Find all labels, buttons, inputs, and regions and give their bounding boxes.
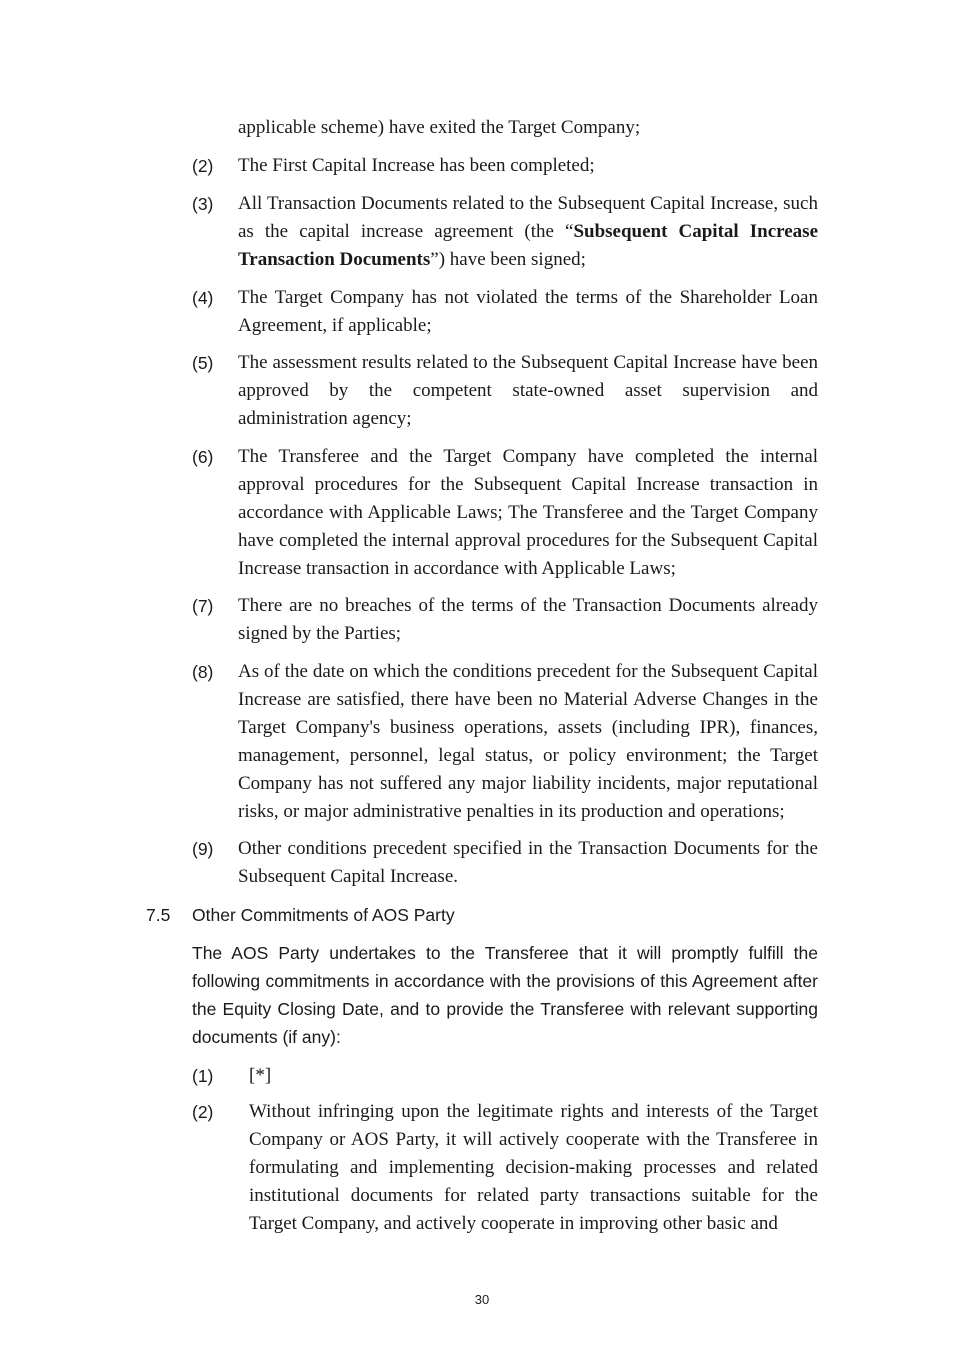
section-paragraph: The AOS Party undertakes to the Transferee that it will promptly fulfill the following commitments in accordance with the provisions of this Agreement after the Equity Closing Date, and to provide the Transferee with relevant supporting documents (if any): <box>192 943 818 1047</box>
item-text: All Transaction Documents related to the Subsequent Capital Increase, such as the capital increase agreement (the “Subsequent Capital Increase Transaction Documents”) have been signed; <box>238 193 819 270</box>
page-number: 30 <box>474 1292 490 1307</box>
item-text: Without infringing upon the legitimate rights and interests of the Target Company or AOS Party, it will actively cooperate with the Transferee in formulating and implementing decision-making processes and related institutional documents for related party transactions suitable for the Target Company, and actively cooperate in improving other basic and <box>249 1101 818 1234</box>
item-text: The Target Company has not violated the terms of the Shareholder Loan Agreement, if applicable; <box>238 287 818 336</box>
item-text: The assessment results related to the Subsequent Capital Increase have been approved by the competent state-owned asset supervision and administration agency; <box>238 352 818 429</box>
item-text: The First Capital Increase has been completed; <box>238 155 595 176</box>
item-number: (4) <box>192 288 214 308</box>
section-number: 7.5 <box>146 905 171 925</box>
item-number: (8) <box>192 662 214 682</box>
section-title: Other Commitments of AOS Party <box>192 905 455 925</box>
item-number: (2) <box>192 156 214 176</box>
continuation-text: applicable scheme) have exited the Target Company; <box>238 117 641 138</box>
item-number: (1) <box>192 1066 214 1086</box>
item-text: There are no breaches of the terms of the Transaction Documents already signed by the Parties; <box>238 595 818 644</box>
item-number: (6) <box>192 447 214 467</box>
item-text: As of the date on which the conditions precedent for the Subsequent Capital Increase are satisfied, there have been no Material Adverse Changes in the Target Company's business operations, assets (including IPR), finances, management, personnel, legal status, or policy environment; the Target Company has not suffered any major liability incidents, major reputational risks, or major administrative penalties in its production and operations; <box>238 661 818 822</box>
item-text: The Transferee and the Target Company have completed the internal approval procedures for the Subsequent Capital Increase transaction in accordance with Applicable Laws; The Transferee and the Target Company have completed the internal approval procedures for the Subsequent Capital Increase transaction in accordance with Applicable Laws; <box>238 446 818 579</box>
item-text: [*] <box>249 1065 272 1086</box>
item-number: (5) <box>192 353 214 373</box>
defined-term: Subsequent Capital Increase Transaction Documents <box>238 221 819 270</box>
item-text: Other conditions precedent specified in the Transaction Documents for the Subsequent Capital Increase. <box>238 838 818 887</box>
item-number: (2) <box>192 1102 214 1122</box>
item-number: (3) <box>192 194 214 214</box>
item-number: (7) <box>192 596 214 616</box>
item-number: (9) <box>192 839 214 859</box>
